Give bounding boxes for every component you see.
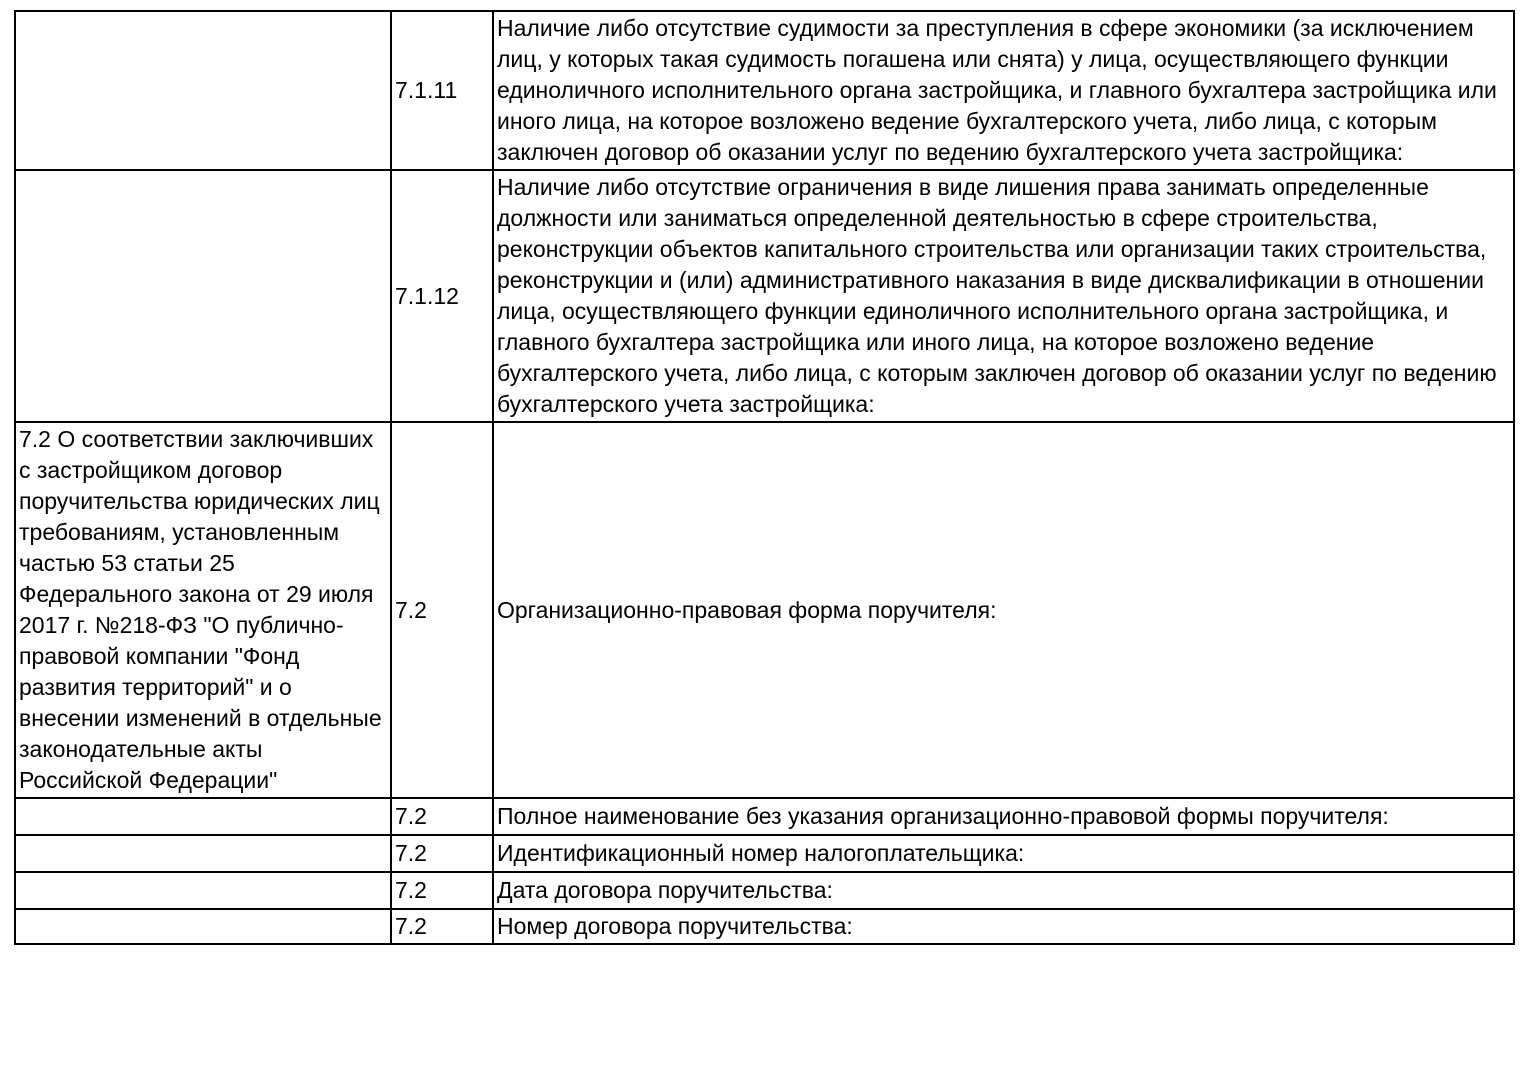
- item-text-cell: Идентификационный номер налогоплательщика:: [493, 835, 1514, 872]
- section-description-cell: [15, 909, 391, 944]
- item-text-cell: Наличие либо отсутствие судимости за преступления в сфере экономики (за исключением лиц, у которых такая судимость погашена или снята) у лица, осуществляющего функции единоличного исполнительного органа застройщика, и главного бухгалтера застройщика или иного лица, на которое возложено ведение бухгалтерского учета, либо лица, с которым заключен договор об оказании услуг по ведению бухгалтерского учета застройщика:: [493, 11, 1514, 170]
- section-description-cell: [15, 11, 391, 170]
- section-description-cell: [15, 872, 391, 909]
- table-row: [15, 909, 1514, 944]
- item-text-cell: Наличие либо отсутствие ограничения в виде лишения права занимать определенные должности или заниматься определенной деятельностью в сфере строительства, реконструкции объектов капитального строительства или организации таких строительства, реконструкции и (или) административного наказания в виде дисквалификации в отношении лица, осуществляющего функции единоличного исполнительного органа застройщика, и главного бухгалтера застройщика или иного лица, на которое возложено ведение бухгалтерского учета, либо лица, с которым заключен договор об оказании услуг по ведению бухгалтерского учета застройщика:: [493, 170, 1514, 422]
- item-text-cell: Номер договора поручительства:: [493, 909, 1514, 944]
- section-description-cell: 7.2 О соответствии заключивших с застройщиком договор поручительства юридических лиц требованиям, установленным частью 53 статьи 25 Федерального закона от 29 июля 2017 г. №218-ФЗ "О публично-правовой компании "Фонд развития территорий" и о внесении изменений в отдельные законодательные акты Российской Федерации": [15, 422, 391, 798]
- table-row: [15, 422, 1514, 798]
- item-number-cell: 7.2: [391, 872, 493, 909]
- table-row: [15, 11, 1514, 170]
- table-row: [15, 170, 1514, 422]
- item-number-cell: 7.2: [391, 798, 493, 835]
- item-text-cell: Организационно-правовая форма поручителя:: [493, 422, 1514, 798]
- item-text-cell: Полное наименование без указания организационно-правовой формы поручителя:: [493, 798, 1514, 835]
- item-number-cell: 7.2: [391, 909, 493, 944]
- section-description-cell: [15, 170, 391, 422]
- table-row: [15, 835, 1514, 872]
- table-row: [15, 798, 1514, 835]
- item-text-cell: Дата договора поручительства:: [493, 872, 1514, 909]
- item-number-cell: 7.1.12: [391, 170, 493, 422]
- item-number-cell: 7.2: [391, 835, 493, 872]
- declaration-table: [14, 10, 1515, 945]
- section-description-cell: [15, 835, 391, 872]
- table-row: [15, 872, 1514, 909]
- section-description-cell: [15, 798, 391, 835]
- item-number-cell: 7.1.11: [391, 11, 493, 170]
- item-number-cell: 7.2: [391, 422, 493, 798]
